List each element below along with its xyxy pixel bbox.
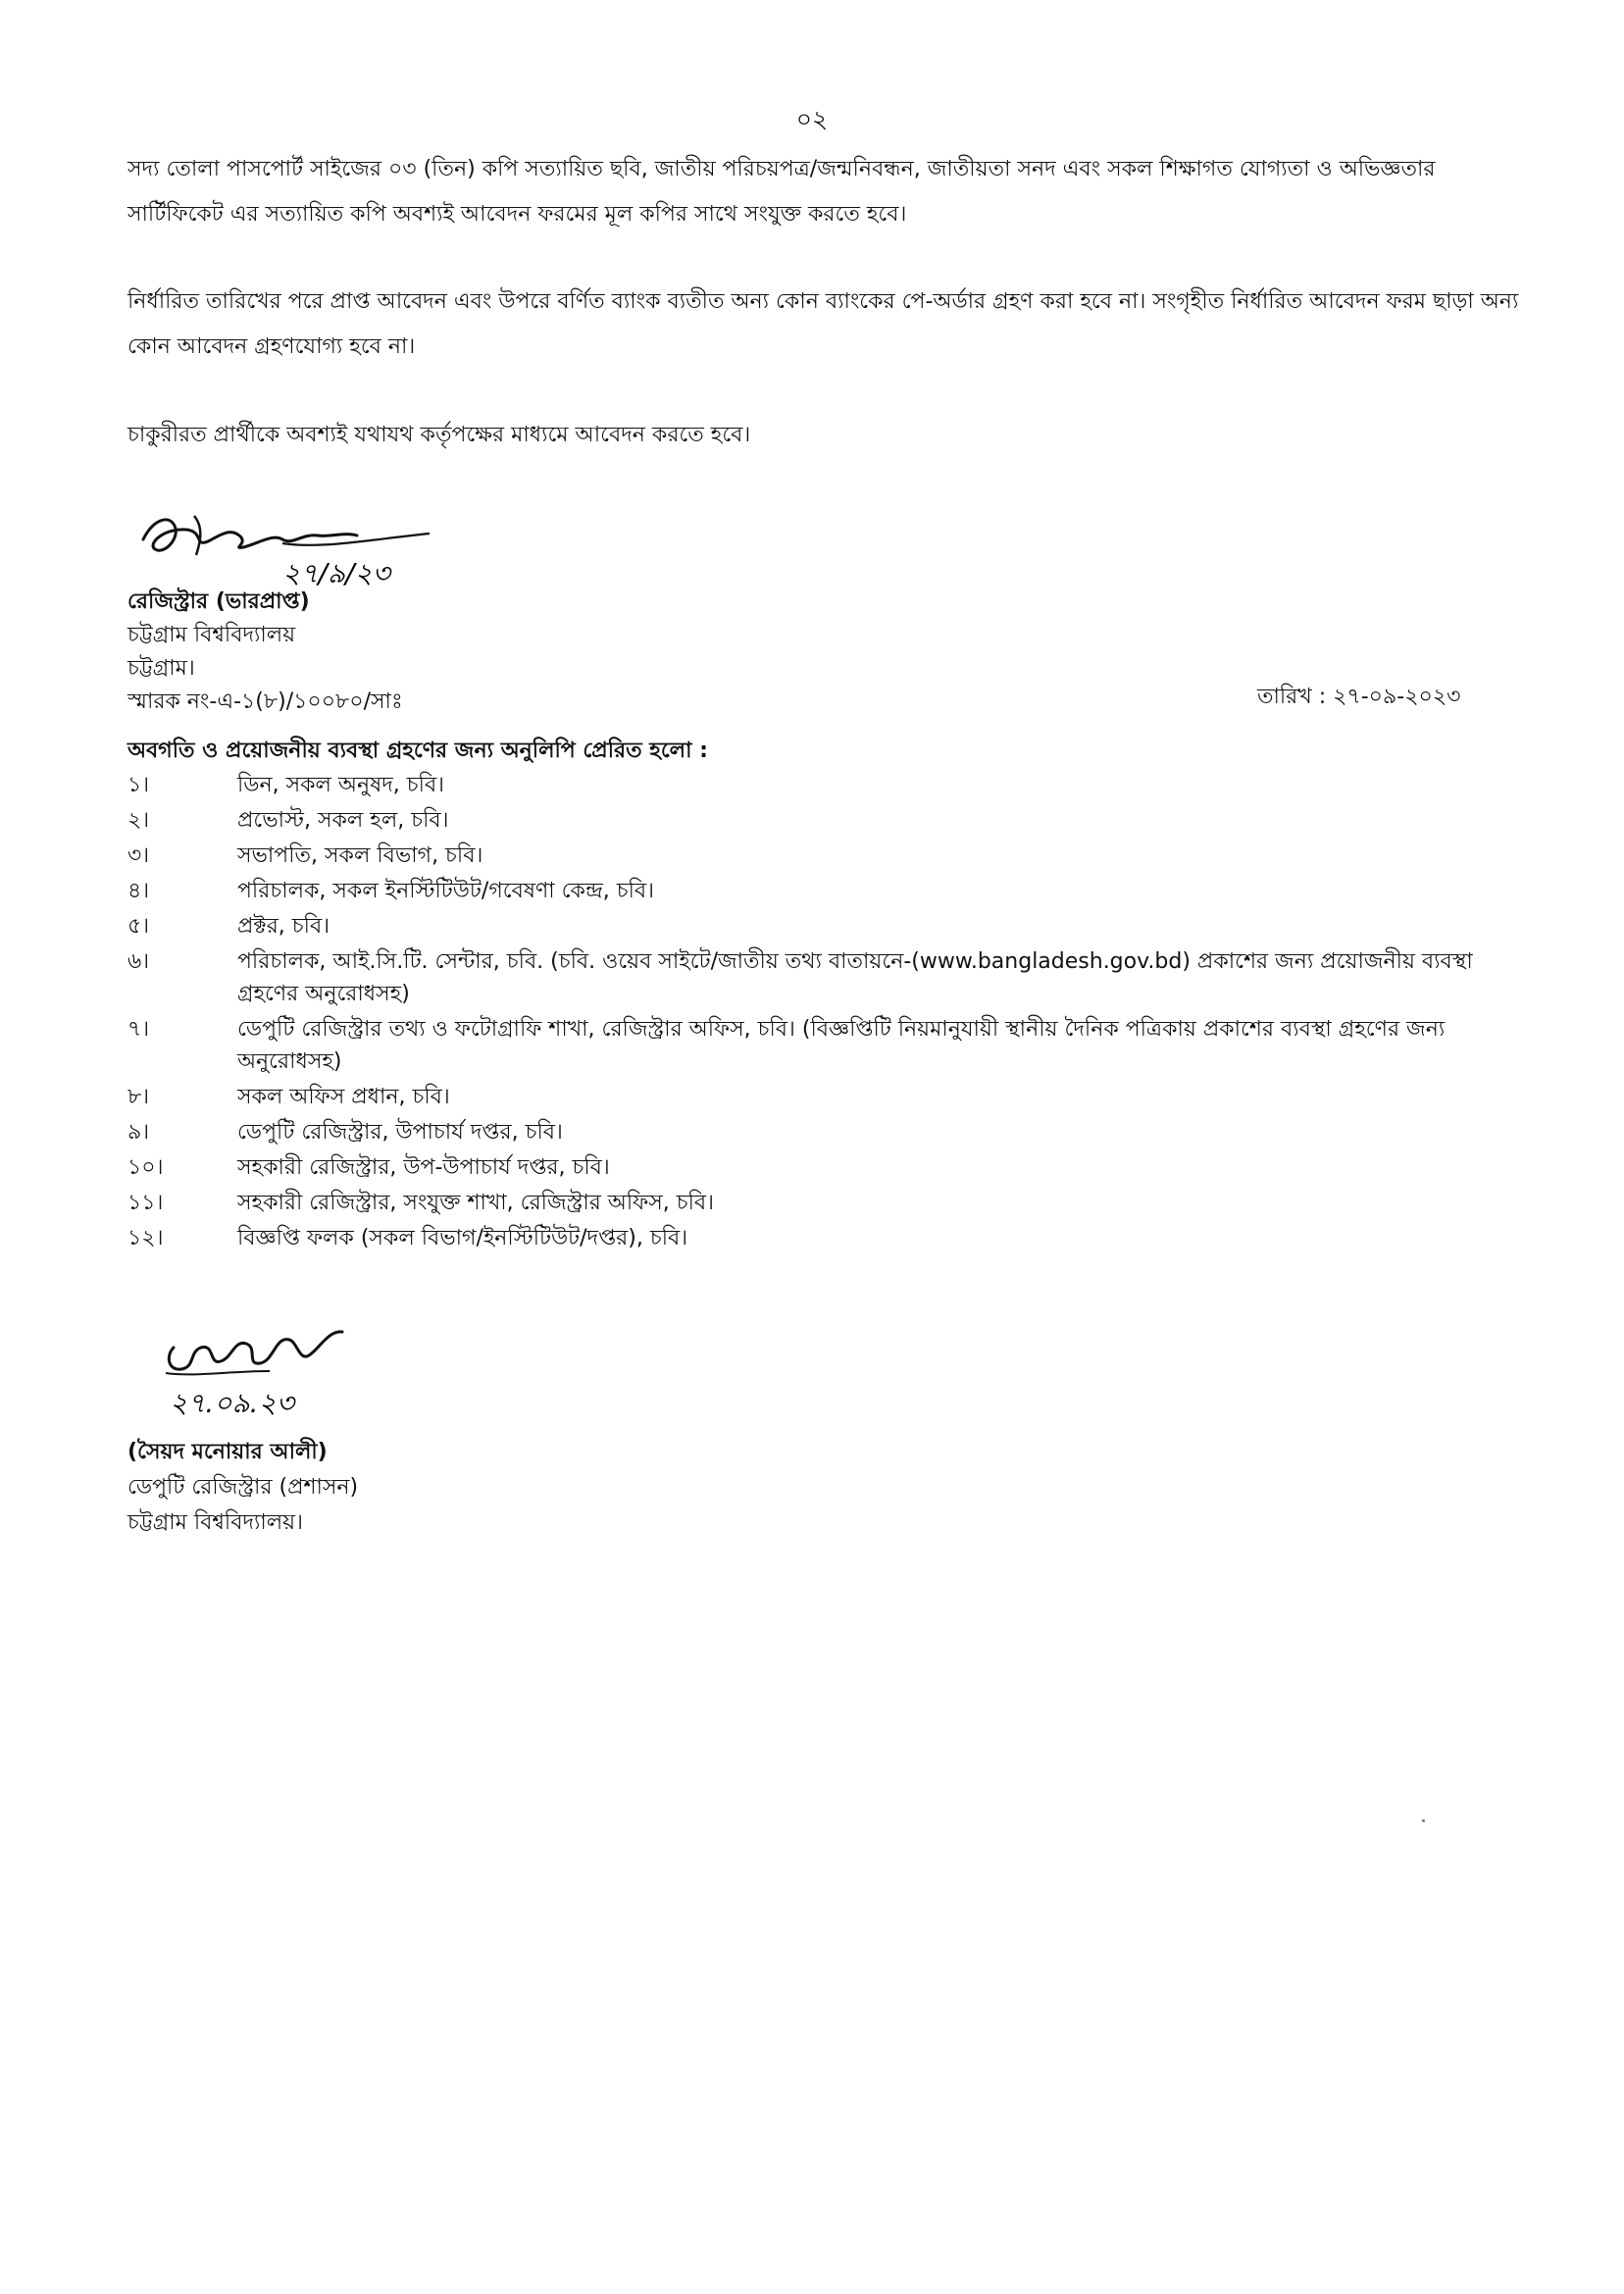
deputy-registrar-title: ডেপুটি রেজিস্ট্রার (প্রশাসন) [127, 1475, 359, 1500]
registrar-title: রেজিস্ট্রার (ভারপ্রাপ্ত) [127, 589, 310, 614]
list-item-number: ৮। [127, 1085, 150, 1109]
paragraph-employed-applicants: চাকুরীরত প্রার্থীকে অবশ্যই যথাযথ কর্তৃপক্ষের মাধ্যমে আবেদন করতে হবে। [127, 423, 751, 447]
list-item [127, 1013, 1540, 1078]
signature-scribble-1 [135, 498, 508, 591]
scan-speck [1422, 1819, 1425, 1822]
list-item-number: ২। [127, 808, 150, 833]
list-item-text: ডেপুটি রেজিস্ট্রার, উপাচার্য দপ্তর, চবি। [237, 1120, 563, 1145]
list-item [127, 840, 1540, 872]
list-item-number: ৩। [127, 843, 150, 868]
list-item-number: ১০। [127, 1155, 164, 1180]
list-item-number: ৫। [127, 914, 150, 939]
list-item-text: পরিচালক, আই.সি.টি. সেন্টার, চবি. (চবি. ওয়েব সাইটে/জাতীয় তথ্য বাতায়নে-(www.bangladesh.gov.bd) প্রকাশের জন্য প্রয়োজনীয় ব্যবস্থা গ্রহণের অনুরোধসহ) [237, 949, 1473, 1006]
list-item-text: সভাপতি, সকল বিভাগ, চবি। [237, 843, 483, 868]
copy-list [127, 769, 1540, 1257]
list-item-text: প্রক্টর, চবি। [237, 914, 330, 939]
paragraph-deadline: নির্ধারিত তারিখের পরে প্রাপ্ত আবেদন এবং উপরে বর্ণিত ব্যাংক ব্যতীত অন্য কোন ব্যাংকের পে-অর্ডার গ্রহণ করা হবে না। সংগৃহীত নির্ধারিত আবেদন ফরম ছাড়া অন্য কোন আবেদন গ্রহণযোগ্য হবে না। [127, 289, 1519, 359]
signature-scribble-2 [152, 1326, 407, 1424]
registrar-org: চট্টগ্রাম বিশ্ববিদ্যালয় [127, 623, 296, 647]
list-item-text: পরিচালক, সকল ইনস্টিটিউট/গবেষণা কেন্দ্র, চবি। [237, 879, 655, 903]
list-item-number: ৪। [127, 879, 150, 903]
list-item-text: সকল অফিস প্রধান, চবি। [237, 1085, 450, 1109]
list-item-text: ডিন, সকল অনুষদ, চবি। [237, 773, 445, 797]
list-item-text: প্রভোস্ট, সকল হল, চবি। [237, 808, 449, 833]
page-number: ০২ [795, 105, 829, 133]
list-item [127, 1081, 1540, 1113]
list-item [127, 1187, 1540, 1219]
list-item [127, 804, 1540, 837]
signature-date-2: ২৭.০৯.২৩ [170, 1387, 294, 1419]
deputy-registrar-name: (সৈয়দ মনোয়ার আলী) [127, 1440, 328, 1464]
signature-date-1: ২৭/৯/২৩ [282, 557, 390, 589]
registrar-city: চট্টগ্রাম। [127, 656, 195, 681]
list-item [127, 769, 1540, 801]
list-item-number: ১১। [127, 1191, 164, 1215]
list-item-number: ১২। [127, 1226, 164, 1250]
list-item [127, 1151, 1540, 1184]
list-item-number: ৯। [127, 1120, 150, 1145]
document-date: তারিখ : ২৭-০৯-২০২৩ [1257, 685, 1461, 709]
paragraph-documents: সদ্য তোলা পাসপোর্ট সাইজের ০৩ (তিন) কপি সত্যায়িত ছবি, জাতীয় পরিচয়পত্র/জন্মনিবন্ধন, জাতীয়তা সনদ এবং সকল শিক্ষাগত যোগ্যতা ও অভিজ্ঞতার সার্টিফিকেট এর সত্যায়িত কপি অবশ্যই আবেদন ফরমের মূল কপির সাথে সংযুক্ত করতে হবে। [127, 157, 1436, 227]
list-item-number: ১। [127, 773, 150, 797]
list-item [127, 875, 1540, 907]
list-item-text: বিজ্ঞপ্তি ফলক (সকল বিভাগ/ইনস্টিটিউট/দপ্তর), চবি। [237, 1226, 688, 1250]
list-item-number: ৭। [127, 1017, 150, 1042]
list-item-text: ডেপুটি রেজিস্ট্রার তথ্য ও ফটোগ্রাফি শাখা, রেজিস্ট্রার অফিস, চবি। (বিজ্ঞপ্তিটি নিয়মানুযায়ী স্থানীয় দৈনিক পত্রিকায় প্রকাশের ব্যবস্থা গ্রহণের জন্য অনুরোধসহ) [237, 1017, 1446, 1074]
copy-heading: অবগতি ও প্রয়োজনীয় ব্যবস্থা গ্রহণের জন্য অনুলিপি প্রেরিত হলো : [127, 739, 708, 763]
list-item [127, 1116, 1540, 1148]
list-item [127, 1222, 1540, 1254]
memo-number: স্মারক নং-এ-১(৮)/১০০৮০/সাঃ [127, 689, 403, 714]
list-item-text: সহকারী রেজিস্ট্রার, সংযুক্ত শাখা, রেজিস্ট্রার অফিস, চবি। [237, 1191, 715, 1215]
list-item [127, 910, 1540, 943]
deputy-registrar-org: চট্টগ্রাম বিশ্ববিদ্যালয়। [127, 1510, 303, 1535]
registrar-signature [135, 498, 508, 591]
list-item [127, 945, 1540, 1010]
list-item-text: সহকারী রেজিস্ট্রার, উপ-উপাচার্য দপ্তর, চবি। [237, 1155, 610, 1180]
list-item-number: ৬। [127, 949, 150, 974]
deputy-registrar-signature [152, 1326, 407, 1424]
